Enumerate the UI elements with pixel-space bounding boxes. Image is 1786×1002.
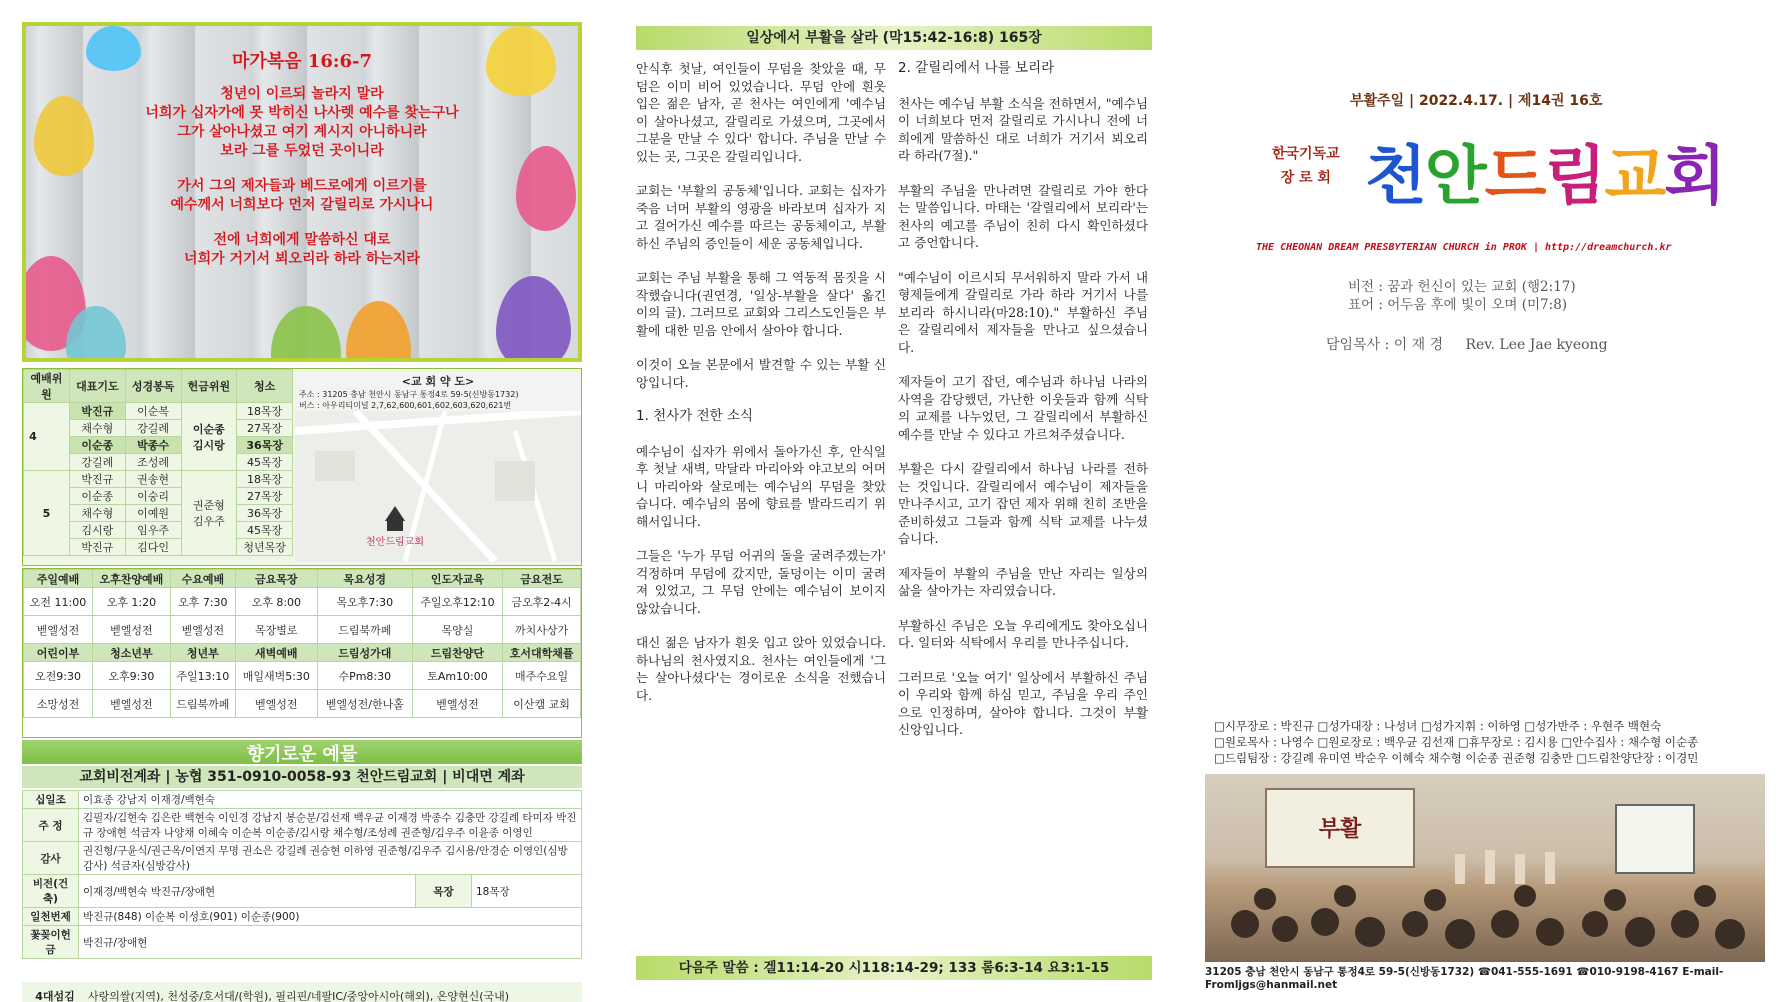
sched-place: 목장별로	[235, 616, 317, 644]
offering-kind: 목장	[415, 875, 471, 908]
egg-decoration	[346, 301, 411, 362]
month-label: 4	[29, 430, 37, 443]
sched-head: 목요성경	[317, 570, 412, 588]
map-bus: 버스 : 아우리티미널 2,7,62,600,601,602,603,620,621번	[299, 401, 512, 410]
sched-time: 수Pm8:30	[317, 662, 412, 690]
sched-head: 금요목장	[235, 570, 317, 588]
sched-head: 드림성가대	[317, 644, 412, 662]
sched-head: 주일예배	[24, 570, 93, 588]
church-logo: 천안드림교회	[1365, 140, 1724, 214]
scripture-line: 그가 살아나셨고 여기 계시지 아니하니라	[177, 124, 427, 140]
sched-place: 벧엘성전	[412, 690, 502, 718]
duty-header: 청소	[237, 370, 293, 403]
sched-time: 오후 7:30	[170, 588, 235, 616]
four-ministries	[22, 982, 582, 1002]
duty-cell: 이숭리	[125, 488, 181, 505]
duty-cell: 박진규	[70, 403, 126, 420]
worship-photo	[1205, 774, 1765, 962]
cover-panel	[1200, 0, 1786, 1002]
sched-head: 청소년부	[93, 644, 171, 662]
offering-list	[22, 790, 582, 959]
vision: 비전 : 꿈과 헌신이 있는 교회 (행2:17)	[1348, 279, 1576, 295]
duty-cell: 박진규	[70, 471, 126, 488]
sched-place: 벧엘성전	[235, 690, 317, 718]
church-address: 31205 충남 천안시 동남구 통정4로 59-5(신방동1732) ☎041-555-1691 ☎010-9198-4167 E-mail-Fromljgs@hanmail.net	[1205, 966, 1724, 991]
ministries-list: 사랑의쌀(지역), 천성중/호서대/(학원), 필리핀/네팔IC/중앙아시아(해외), 온양현신(국내)	[88, 990, 510, 1002]
sched-place: 이산캠 교회	[503, 690, 581, 718]
duty-header: 예배위원	[24, 370, 70, 403]
duty-cell: 권준형 김우주	[181, 471, 237, 556]
duty-cell: 강길례	[70, 454, 126, 471]
sched-head: 새벽예배	[235, 644, 317, 662]
sched-place: 벧엘성전	[93, 690, 171, 718]
worship-schedule	[22, 568, 582, 738]
scripture-line: 너희가 십자가에 못 박히신 나사렛 예수를 찾는구나	[145, 105, 459, 121]
sermon-paragraph: 이것이 오늘 본문에서 발견할 수 있는 부활 신앙입니다.	[636, 357, 886, 390]
scripture-line: 예수께서 너희보다 먼저 갈릴리로 가시나니	[170, 197, 434, 213]
sermon-heading: 1. 천사가 전한 소식	[636, 408, 754, 424]
sermon-paragraph: 대신 젊은 남자가 흰옷 입고 앉아 있었습니다. 하나님의 천사였지요. 천사는 여인들에게 '그는 살아나셨다'는 경이로운 소식을 전했습니다.	[636, 635, 886, 703]
duty-header: 성경봉독	[125, 370, 181, 403]
duty-cell: 18목장	[237, 471, 293, 488]
sched-head: 금요전도	[503, 570, 581, 588]
sched-head: 수요예배	[170, 570, 235, 588]
map-title: <교 회 약 도>	[401, 375, 475, 388]
offering-title: 향기로운 예물	[22, 740, 582, 764]
motto: 표어 : 어두움 후에 빛이 오며 (미7:8)	[1348, 297, 1568, 313]
church-map	[295, 371, 581, 563]
staff-line: □원로목사 : 나영수 □원로장로 : 백우균 김선재 □휴무장로 : 김시용 □안수집사 : 채수형 이순종	[1214, 735, 1699, 749]
duty-cell: 이순종	[70, 488, 126, 505]
next-week-scripture: 다음주 말씀 : 겔11:14-20 시118:14-29; 133 롬6:3-14 요3:1-15	[636, 956, 1152, 980]
sched-time: 주일오후12:10	[412, 588, 502, 616]
sermon-paragraph: 부활하신 주님은 오늘 우리에게도 찾아오십니다. 일터와 식탁에서 우리를 만나주십니다.	[898, 617, 1148, 650]
duty-cell: 36목장	[237, 437, 293, 454]
offering-names: 이재경/백현숙 박진규/장애현	[79, 875, 416, 908]
sched-place: 까치사상가	[503, 616, 581, 644]
sermon-column-right	[898, 60, 1148, 756]
ministries-label: 4대섬김	[35, 990, 75, 1002]
offering-names: 18목장	[471, 875, 581, 908]
sched-time: 오전9:30	[24, 662, 93, 690]
sched-head: 오후찬양예배	[93, 570, 171, 588]
offering-names: 김필자/김현숙 김은란 백현숙 이인경 강남지 봉순분/김선재 백우균 이재경 박종수 김충만 강길례 타미자 박진규 장애현 석금자 나양채 이혜숙 이순복 이순종/김시랑 채수형/조성례 권준형/김우주 이윤종 이영인	[79, 809, 582, 842]
offering-names: 박진규(848) 이순복 이성호(901) 이순종(900)	[79, 908, 582, 926]
sched-time: 목오후7:30	[317, 588, 412, 616]
offering-kind: 십일조	[23, 791, 79, 809]
bank-account: 교회비전계좌 | 농협 351-0910-0058-93 천안드림교회 | 비대면 계좌	[22, 766, 582, 788]
scripture-line: 너희가 거기서 뵈오리라 하라 하는지라	[184, 251, 420, 267]
egg-decoration	[271, 306, 341, 362]
duty-cell: 강길례	[125, 420, 181, 437]
sched-time: 토Am10:00	[412, 662, 502, 690]
offering-names: 권진형/구윤식/권근옥/이연지 무명 권소은 강길례 권승현 이하영 권준형/김우주 김시용/안경순 이영인(심방감사) 석금자(심방감사)	[79, 842, 582, 875]
vision-motto	[1348, 278, 1576, 314]
sermon-title: 일상에서 부활을 살라 (막15:42-16:8) 165장	[636, 26, 1152, 50]
egg-decoration	[516, 146, 576, 231]
duty-cell: 채수형	[70, 505, 126, 522]
offering-names: 박진규/장애현	[79, 926, 582, 959]
sermon-column-left	[636, 60, 886, 721]
duty-cell: 권송현	[125, 471, 181, 488]
sermon-paragraph: 교회는 '부활의 공동체'입니다. 교회는 십자가 죽음 너머 부활의 영광을 바라보며 십자가 지고 걸어가신 예수를 따르는 공동체이고, 부활하신 주님의 증인들이 세운 공동체입니다.	[636, 183, 886, 251]
photo-banner: 부활	[1265, 788, 1415, 868]
left-panel	[22, 22, 582, 1002]
offering-kind: 꽃꽂이헌금	[23, 926, 79, 959]
map-church-label: 천안드림교회	[366, 537, 424, 548]
sched-time: 주일13:10	[170, 662, 235, 690]
congregation-graphic	[1205, 774, 1765, 962]
sched-head: 청년부	[170, 644, 235, 662]
scripture-reference: 마가복음 16:6-7	[231, 51, 373, 72]
sermon-paragraph: "예수님이 이르시되 무서워하지 말라 가서 내 형제들에게 갈릴리로 가라 하라 거기서 나를 보리라 하시니라(마28:10)." 부활하신 주님은 갈릴리에서 제자들을 만나고 싶으셨습니다.	[898, 269, 1148, 355]
duty-cell: 박종수	[125, 437, 181, 454]
offering-kind: 일천번제	[23, 908, 79, 926]
sermon-paragraph: 부활은 다시 갈릴리에서 하나님 나라를 전하는 것입니다. 갈릴리에서 예수님이 제자들을 만나주시고, 고기 잡던 제자 위해 친히 조반을 준비하셨고 그들과 함께 식탁 교제를 나누셨습니다.	[898, 461, 1148, 546]
map-graphic	[295, 411, 581, 561]
duty-cell: 조성례	[125, 454, 181, 471]
egg-decoration	[496, 276, 571, 362]
staff-line: □시무장로 : 박진규 □성가대장 : 나성녀 □성가지휘 : 이하영 □성가반주 : 우현주 백현숙	[1214, 719, 1662, 733]
sched-head: 인도자교육	[412, 570, 502, 588]
offering-kind: 감사	[23, 842, 79, 875]
sermon-paragraph: 제자들이 부활의 주님을 만난 자리는 일상의 삶을 살아가는 자리였습니다.	[898, 565, 1148, 598]
offering-kind: 비전(건축)	[23, 875, 79, 908]
sched-head: 드림찬양단	[412, 644, 502, 662]
sched-place: 벧엘성전/한나홀	[317, 690, 412, 718]
duty-roster	[22, 368, 582, 566]
sched-head: 호서대학채플	[503, 644, 581, 662]
staff-line: □드림팀장 : 강길례 유미연 박순우 이혜숙 채수형 이순종 권준형 김충만 □드림찬양단장 : 이경민	[1214, 751, 1699, 765]
offering-kind: 주 정	[23, 809, 79, 842]
sermon-panel	[636, 26, 1152, 1002]
sermon-paragraph: 안식후 첫날, 여인들이 무덤을 찾았을 때, 무덤은 이미 비어 있었습니다. 무덤 안에 흰옷 입은 젊은 남자, 곧 천사는 여인에게 '예수님이 살아나셨고, 갈릴리로 가셨으며, 그곳에서 그분을 만날 수 있다' 합니다. 주님을 만날 수 있는 곳, 그곳은 갈릴리입니다.	[636, 61, 886, 164]
sched-time: 금오후2-4시	[503, 588, 581, 616]
duty-cell: 임우주	[125, 522, 181, 539]
sched-place: 드림북까페	[317, 616, 412, 644]
sermon-heading: 2. 갈릴리에서 나를 보리라	[898, 60, 1055, 76]
sched-place: 목양실	[412, 616, 502, 644]
sched-time: 오후 1:20	[93, 588, 171, 616]
duty-cell: 36목장	[237, 505, 293, 522]
month-label: 5	[24, 471, 70, 556]
sched-place: 벧엘성전	[170, 616, 235, 644]
scripture-text	[92, 52, 512, 269]
sched-place: 드림북까페	[170, 690, 235, 718]
denomination: 한국기독교 장 로 회	[1272, 146, 1340, 186]
duty-cell: 이순복	[125, 403, 181, 420]
duty-cell: 김다인	[125, 539, 181, 556]
duty-cell: 27목장	[237, 420, 293, 437]
duty-header: 대표기도	[70, 370, 126, 403]
sched-time: 오후9:30	[93, 662, 171, 690]
scripture-line: 청년이 이르되 놀라지 말라	[220, 86, 384, 102]
sched-place: 벧엘성전	[93, 616, 171, 644]
egg-decoration	[34, 96, 94, 176]
scripture-line: 보라 그를 두었던 곳이니라	[220, 143, 384, 159]
sched-time: 매일새벽5:30	[235, 662, 317, 690]
senior-pastor: 담임목사 : 이 재 경 Rev. Lee Jae kyeong	[1326, 337, 1608, 353]
sched-time: 매주수요일	[503, 662, 581, 690]
duty-cell: 김시랑	[70, 522, 126, 539]
sched-time: 오후 8:00	[235, 588, 317, 616]
duty-cell: 청년목장	[237, 539, 293, 556]
issue-info: 부활주일 | 2022.4.17. | 제14권 16호	[1350, 93, 1603, 109]
scripture-line: 전에 너희에게 말씀하신 대로	[213, 232, 391, 248]
duty-cell: 박진규	[70, 539, 126, 556]
sermon-paragraph: 그들은 '누가 무덤 어귀의 돌을 굴려주겠는가' 걱정하며 무덤에 갔지만, 돌덩이는 이미 굴려져 있었고, 그 무덤 안에는 예수님이 보이지 않았습니다.	[636, 548, 886, 616]
sermon-paragraph: 천사는 예수님 부활 소식을 전하면서, "예수님이 너희보다 먼저 갈릴리로 가시나니 전에 너희에게 말씀하신 대로 너희가 거기서 뵈오리라 하라(7절)."	[898, 95, 1148, 163]
duty-cell: 18목장	[237, 403, 293, 420]
duty-cell: 채수형	[70, 420, 126, 437]
offering-names: 이효종 강남지 이재경/백현숙	[79, 791, 582, 809]
duty-cell: 이예원	[125, 505, 181, 522]
scripture-card	[22, 22, 582, 362]
sermon-paragraph: 부활의 주님을 만나려면 갈릴리로 가야 한다는 말씀입니다. 마태는 '갈릴리에서 보리라'는 천사의 예고를 주님이 친히 다시 확인하셨다고 증언합니다.	[898, 182, 1148, 250]
duty-cell: 이순종	[70, 437, 126, 454]
sched-place: 소망성전	[24, 690, 93, 718]
scripture-line: 가서 그의 제자들과 베드로에게 이르기를	[177, 178, 427, 194]
sermon-paragraph: 그러므로 '오늘 여기' 일상에서 부활하신 주님이 우리와 함께 하심 믿고, 주님을 우리 주인으로 인정하며, 살아야 합니다. 그것이 부활 신앙입니다.	[898, 669, 1148, 737]
duty-cell: 45목장	[237, 454, 293, 471]
sched-place: 벧엘성전	[24, 616, 93, 644]
staff-list	[1214, 718, 1774, 766]
sched-head: 어린이부	[24, 644, 93, 662]
sermon-paragraph: 교회는 주님 부활을 통해 그 역동적 몸짓을 시작했습니다(권연경, '일상-부활을 살다' 옮긴이의 글). 그러므로 교회와 그리스도인들은 부활에 대한 믿음 안에서 살아야 합니다.	[636, 270, 886, 338]
english-name: THE CHEONAN DREAM PRESBYTERIAN CHURCH in PROK | http://dreamchurch.kr	[1256, 242, 1672, 253]
duty-cell: 45목장	[237, 522, 293, 539]
sched-time: 오전 11:00	[24, 588, 93, 616]
duty-cell: 이순종 김시랑	[181, 403, 237, 471]
sermon-paragraph: 예수님이 십자가 위에서 돌아가신 후, 안식일 후 첫날 새벽, 막달라 마리아와 야고보의 어머니 마리아와 살로메는 예수님의 무덤을 찾았습니다. 예수님의 몸에 향료를 발라드리기 위해서입니다.	[636, 443, 886, 529]
sermon-paragraph: 제자들이 고기 잡던, 예수님과 하나님 나라의 사역을 감당했던, 가난한 이웃들과 함께 식탁의 교제를 나누었던, 그 갈릴리에서 부활하신 예수를 만날 수 있다고 가르쳐주셨습니다.	[898, 374, 1148, 442]
map-address: 주소 : 31205 충남 천안시 동남구 통정4로 59-5(신방동1732)	[299, 390, 519, 399]
duty-header: 헌금위원	[181, 370, 237, 403]
duty-cell: 27목장	[237, 488, 293, 505]
